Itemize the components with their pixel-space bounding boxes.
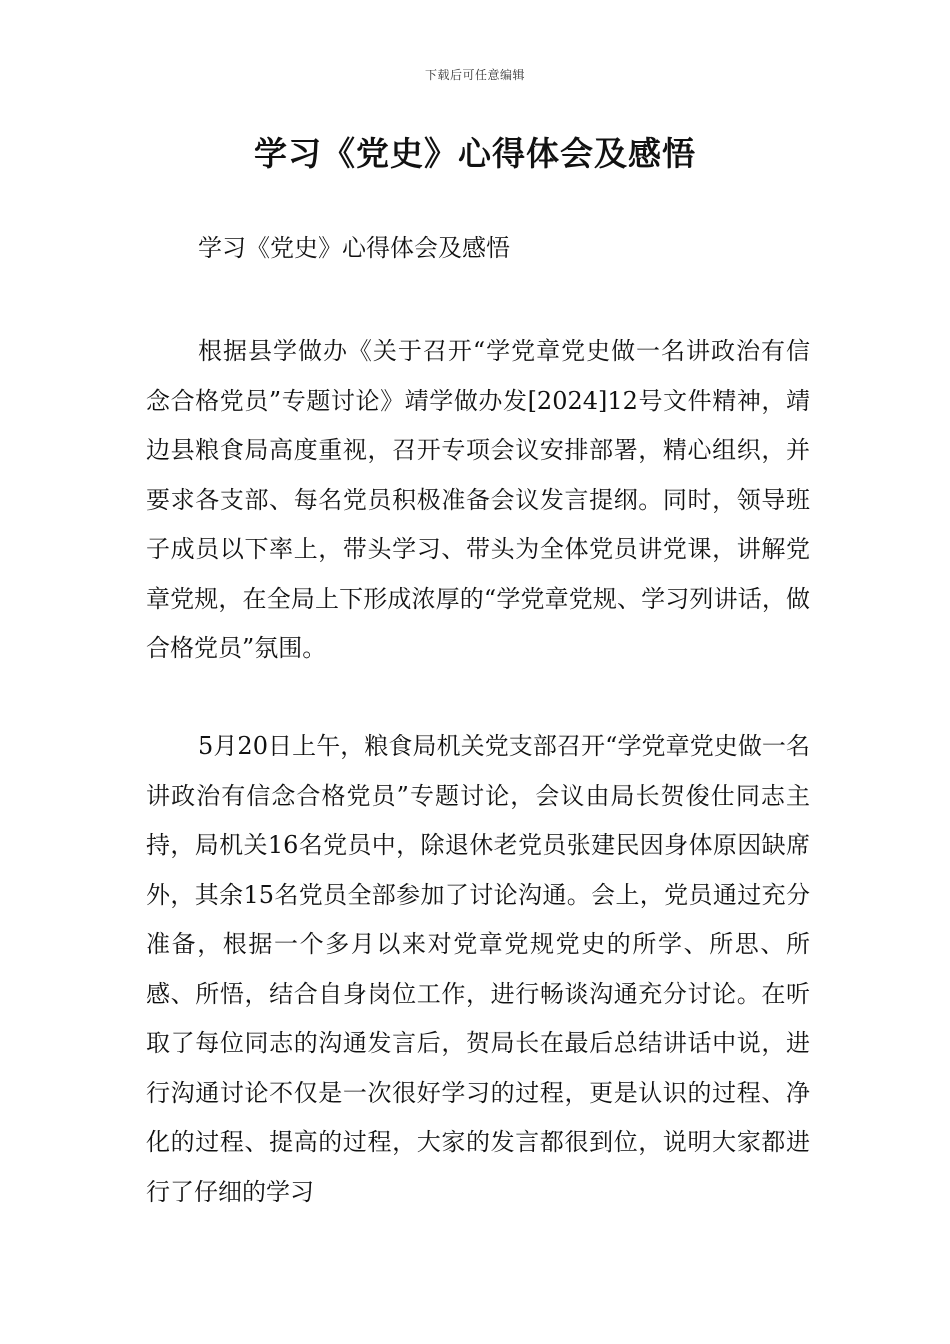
header-note: 下载后可任意编辑 [424, 68, 525, 82]
body-paragraph-1: 根据县学做办《关于召开“学党章党史做一名讲政治有信念合格党员”专题讨论》靖学做办发[2024]12号文件精神，靖边县粮食局高度重视，召开专项会议安排部署，精心组织，并要求各支部、每名党员积极准备会议发言提纲。同时，领导班子成员以下率上，带头学习、带头为全体党员讲党课，讲解党章党规，在全局上下形成浓厚的“学党章党规、学习列讲话，做合格党员”氛围。 [146, 337, 810, 662]
body-paragraph-2: 5月20日上午，粮食局机关党支部召开“学党章党史做一名讲政治有信念合格党员”专题讨论，会议由局长贺俊仕同志主持，局机关16名党员中，除退休老党员张建民因身体原因缺席外，其余15名党员全部参加了讨论沟通。会上，党员通过充分准备，根据一个多月以来对党章党规党史的所学、所思、所感、所悟，结合自身岗位工作，进行畅谈沟通充分讨论。在听取了每位同志的沟通发言后，贺局长在最后总结讲话中说，进行沟通讨论不仅是一次很好学习的过程，更是认识的过程、净化的过程、提高的过程，大家的发言都很到位，说明大家都进行了仔细的学习 [146, 732, 810, 1206]
document-subtitle: 学习《党史》心得体会及感悟 [198, 234, 510, 262]
document-title: 学习《党史》心得体会及感悟 [254, 134, 696, 173]
